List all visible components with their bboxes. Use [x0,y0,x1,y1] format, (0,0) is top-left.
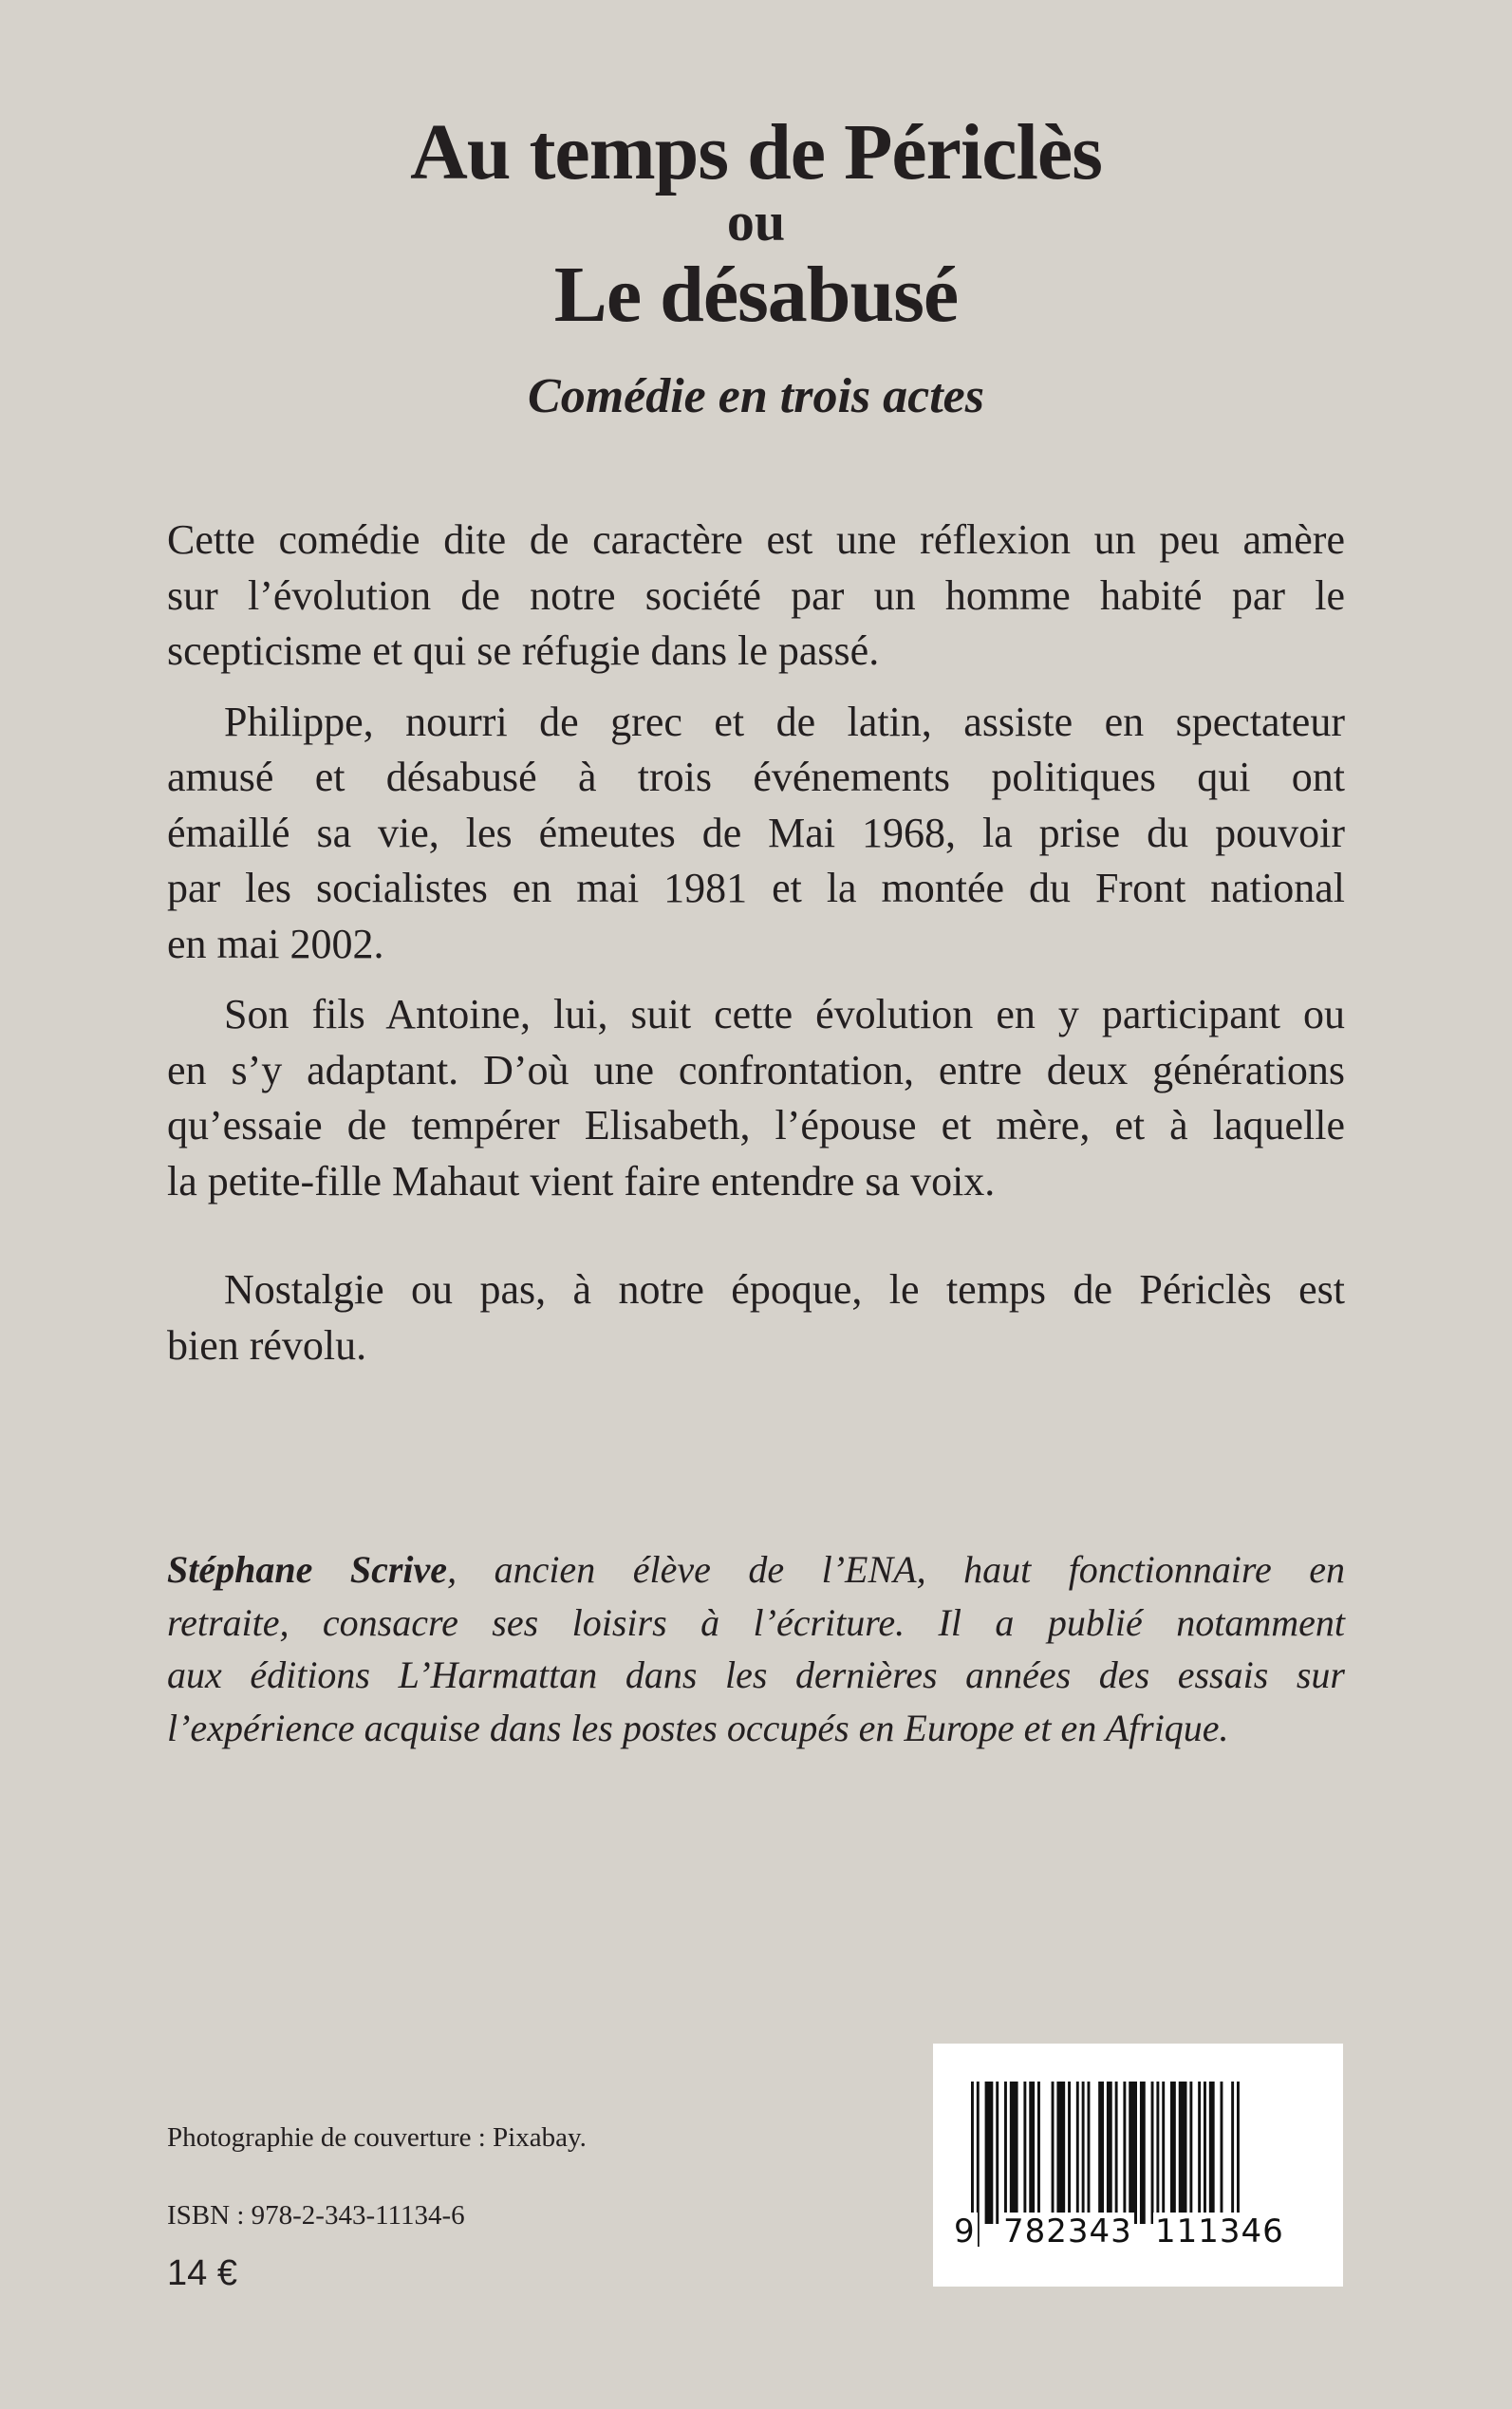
book-subtitle: Comédie en trois actes [528,369,984,423]
barcode-bar [1010,2082,1018,2224]
barcode-bar [1082,2082,1085,2224]
barcode-bar [1088,2082,1091,2224]
barcode-bar [1140,2082,1146,2224]
bio-line [167,1543,1345,1597]
paragraph-line: qu’essaie de tempérer Elisabeth, l’épouse et mère, et à laquelle [167,1102,1345,1148]
barcode-bar [1156,2082,1159,2224]
barcode-bar [985,2082,994,2224]
barcode-bar [1209,2082,1215,2224]
barcode [933,2044,1343,2287]
author-name: Stéphane Scrive [167,1548,448,1591]
barcode-bar [1170,2082,1176,2224]
barcode-bar [996,2082,999,2224]
bio-line: retraite, consacre ses loisirs à l’écriture. Il a publié notamment [167,1600,1345,1644]
barcode-digits-left: 782343 [1003,2213,1132,2250]
barcode-bar [1221,2082,1223,2224]
bio-line: l’expérience acquise dans les postes occupés en Europe et en Afrique. [167,1706,1229,1749]
paragraph [167,695,1345,973]
paragraph [167,1262,1345,1373]
title-conjunction: ou [726,191,786,252]
barcode-bar [1189,2082,1192,2224]
barcode-bar [1056,2082,1065,2224]
paragraph-line: Cette comédie dite de caractère est une réflexion un peu amère [167,516,1345,563]
barcode-bar [1162,2082,1165,2224]
barcode-bar [1037,2082,1040,2224]
barcode-bar [1004,2082,1007,2224]
barcode-bar [1076,2082,1079,2224]
photo-credit: Photographie de couverture : Pixabay. [167,2122,587,2153]
paragraph-line: scepticisme et qui se réfugie dans le passé. [167,627,880,674]
barcode-bar [1098,2082,1104,2224]
barcode-bar [1052,2082,1055,2224]
paragraph-line: Son fils Antoine, lui, suit cette évolution en y participant ou [224,991,1345,1037]
barcode-bar [1023,2082,1026,2224]
price: 14 € [167,2253,237,2293]
paragraph-line: la petite-fille Mahaut vient faire entendre sa voix. [167,1157,996,1204]
paragraph-line: bien révolu. [167,1321,367,1369]
paragraph-line: amusé et désabusé à trois événements politiques qui ont [167,754,1345,800]
paragraph-line: Nostalgie ou pas, à notre époque, le temps de Périclès est [224,1266,1345,1313]
paragraph-line: en mai 2002. [167,920,384,967]
paragraph-line: émaillé sa vie, les émeutes de Mai 1968, la prise du pouvoir [167,809,1345,856]
barcode-bar [1123,2082,1126,2224]
blurb [167,513,1345,1389]
barcode-bar [1151,2082,1154,2224]
barcode-bar [1129,2082,1137,2224]
barcode-bar [1204,2082,1206,2224]
barcode-digits-right: 111346 [1155,2213,1284,2250]
paragraph [167,987,1345,1209]
barcode-digit-first: 9 [954,2213,976,2250]
book-title: Au temps de Périclès [410,108,1102,196]
book-alt-title: Le désabusé [553,251,959,339]
bio-text: , ancien élève de l’ENA, haut fonctionnaire en [447,1548,1345,1591]
author-bio [167,1543,1345,1754]
paragraph-line: sur l’évolution de notre société par un homme habité par le [167,571,1345,619]
barcode-bar [1068,2082,1071,2224]
barcode-bar [1198,2082,1201,2224]
isbn: ISBN : 978-2-343-11134-6 [167,2200,465,2231]
barcode-bar [1029,2082,1035,2224]
paragraph-line: Philippe, nourri de grec et de latin, assiste en spectateur [224,698,1345,745]
paragraph [167,513,1345,680]
bio-line: aux éditions L’Harmattan dans les dernières années des essais sur [167,1653,1345,1696]
barcode-bar [1231,2082,1234,2224]
barcode-bar [1179,2082,1187,2224]
paragraph-line: par les socialistes en mai 1981 et la montée du Front national [167,865,1345,911]
paragraph-line: en s’y adaptant. D’où une confrontation, entre deux générations [167,1046,1345,1093]
